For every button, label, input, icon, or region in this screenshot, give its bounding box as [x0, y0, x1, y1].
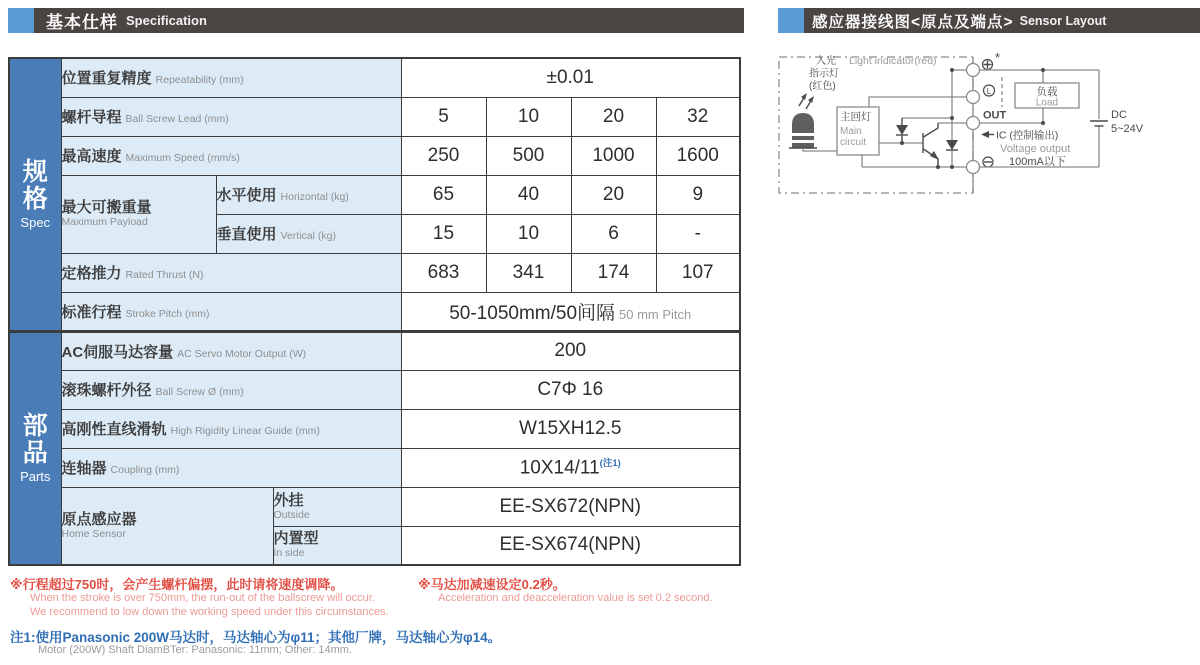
specification-header-bar	[34, 8, 744, 33]
row-label-servo-output	[61, 331, 401, 370]
junction-dot	[950, 68, 954, 72]
terminal-out	[967, 117, 980, 130]
table-row	[9, 136, 740, 175]
note-acceleration-zh: ※马达加减速设定0.2秒。	[418, 577, 566, 592]
cell-repeatability: ±0.01	[401, 58, 740, 97]
note-acceleration-en: Acceleration and deacceleration value is set 0.2 second.	[438, 592, 713, 604]
row-label-zh: AC伺服马达容量	[61, 343, 174, 361]
cell-sensor-inside: EE-SX674(NPN)	[401, 526, 740, 565]
row-label-home-sensor	[61, 487, 273, 565]
row-label-zh: 内置型	[273, 530, 319, 548]
cell-thrust-1: 683	[401, 253, 486, 292]
coupling-note-ref: (注1)	[599, 458, 621, 470]
row-label-zh: 标准行程	[61, 303, 122, 321]
row-label-zh: 定格推力	[61, 265, 122, 282]
row-label-en: Horizontal (kg)	[280, 191, 349, 203]
light-label-zh-3: (红色)	[809, 81, 836, 92]
row-label-zh: 位置重复精度	[61, 70, 152, 88]
current-limit-label: 100mA以下	[1009, 156, 1066, 168]
svg-text:L: L	[986, 87, 992, 96]
dc-label-1: DC	[1111, 109, 1127, 121]
table-row	[9, 487, 740, 526]
row-label-en: In side	[273, 547, 305, 560]
ic-arrow-icon	[981, 131, 994, 138]
cell-speed-3: 1000	[571, 136, 656, 175]
cell-payload-v-3: 6	[571, 214, 656, 253]
cell-thrust-3: 174	[571, 253, 656, 292]
sensor-layout-header	[778, 8, 1200, 33]
sensor-layout-title-en: Sensor Layout	[1019, 13, 1107, 28]
ic-output-label: IC (控制输出)	[996, 129, 1059, 142]
cell-payload-h-2: 40	[486, 175, 571, 214]
l-symbol-icon	[984, 85, 995, 96]
cell-payload-h-4: 9	[656, 175, 740, 214]
note-stroke-warning-en1: When the stroke is over 750mm, the run-out of the ballscrew will occur.	[30, 592, 375, 604]
cell-lead-4: 32	[656, 97, 740, 136]
table-row	[9, 409, 740, 448]
junction-dot	[1041, 121, 1045, 125]
cell-payload-h-1: 65	[401, 175, 486, 214]
junction-dot	[950, 116, 954, 120]
row-label-zh: 高刚性直线滑轨	[61, 421, 167, 438]
minus-rail-inner	[862, 155, 967, 167]
section-label-parts	[9, 331, 61, 565]
row-label-zh: 水平使用	[216, 187, 277, 204]
cell-coupling	[401, 448, 740, 487]
specification-table	[8, 57, 741, 566]
specification-title-en: Specification	[126, 13, 207, 28]
row-label-en: Maximum Speed (mm/s)	[125, 152, 240, 164]
row-label-zh: 最高速度	[61, 148, 122, 165]
row-label-en: Outside	[273, 508, 310, 521]
row-label-en: Coupling (mm)	[110, 464, 180, 476]
zener-diode-icon	[896, 118, 908, 143]
cell-stroke-pitch	[401, 292, 740, 331]
cell-servo-output: 200	[401, 331, 740, 370]
light-indicator-label-en: Light indicator(red)	[849, 55, 937, 67]
cell-payload-v-4: -	[656, 214, 740, 253]
row-label-zh: 螺杆导程	[61, 109, 122, 126]
terminal-minus	[967, 161, 980, 174]
row-label-en: Maximum Payload	[61, 216, 148, 228]
header-accent-square	[8, 8, 34, 33]
section-label-spec-zh	[10, 159, 61, 213]
section-label-spec	[9, 58, 61, 331]
row-label-ball-screw-od	[61, 370, 401, 409]
table-row	[9, 292, 740, 331]
light-label-zh-1: 入光	[816, 56, 836, 67]
row-label-en: Home Sensor	[61, 527, 126, 540]
table-row	[9, 175, 740, 214]
row-label-zh: 垂直使用	[216, 226, 277, 243]
main-circuit-label-en2: circuit	[840, 137, 867, 148]
out-label: OUT	[983, 109, 1007, 122]
table-row	[9, 58, 740, 97]
cell-ball-screw-od: C7Φ 16	[401, 370, 740, 409]
section-char: 规	[22, 157, 48, 186]
row-label-zh: 滚珠螺杆外径	[61, 382, 152, 399]
stroke-value-zh: 50-1050mm/50间隔	[449, 302, 616, 324]
note-stroke-warning-zh: ※行程超过750时，会产生螺杆偏摆，此时请将速度调降。	[10, 577, 344, 592]
note-stroke-warning-en2: We recommend to low down the working speed under this circumstances.	[30, 606, 389, 618]
row-label-en: Repeatability (mm)	[155, 74, 244, 87]
row-label-max-payload	[61, 175, 216, 253]
row-label-zh: 原点感应器	[61, 510, 137, 528]
sensor-layout-title-zh: 感应器接线图<原点及端点>	[812, 13, 1014, 31]
table-row	[9, 448, 740, 487]
row-label-max-speed	[61, 136, 401, 175]
row-label-rated-thrust	[61, 253, 401, 292]
zener-diode-icon	[946, 140, 958, 150]
row-label-en: High Rigidity Linear Guide (mm)	[170, 425, 320, 437]
sensor-layout-header-bar	[804, 8, 1200, 33]
table-row	[9, 331, 740, 370]
cell-lead-1: 5	[401, 97, 486, 136]
load-label-zh: 负载	[1036, 86, 1058, 98]
cell-lead-2: 10	[486, 97, 571, 136]
row-label-en: Stroke Pitch (mm)	[125, 307, 210, 320]
table-row	[9, 370, 740, 409]
main-circuit-label-zh: 主回灯	[840, 111, 872, 123]
row-label-en: Ball Screw Lead (mm)	[125, 113, 229, 125]
section-char: 部	[22, 411, 48, 440]
cell-payload-v-1: 15	[401, 214, 486, 253]
section-label-parts-zh	[10, 413, 61, 467]
row-label-vertical	[216, 214, 401, 253]
plus-symbol-icon	[983, 60, 993, 70]
cell-thrust-2: 341	[486, 253, 571, 292]
cell-speed-4: 1600	[656, 136, 740, 175]
light-label-zh-2: 指示灯	[809, 68, 839, 80]
header-accent-square	[778, 8, 804, 33]
row-label-ball-screw-lead	[61, 97, 401, 136]
led-indicator-icon	[789, 113, 817, 148]
minus-symbol-icon	[983, 157, 993, 167]
coupling-value: 10X14/11	[519, 457, 600, 479]
note-1-motor-shaft-zh: 注1:使用Panasonic 200W马达时，马达轴心为φ11；其他厂牌，马达轴心为φ14。	[10, 630, 502, 645]
asterisk-mark: *	[995, 50, 1001, 65]
junction-dot	[1041, 68, 1045, 72]
row-label-en: Ball Screw Ø (mm)	[155, 386, 244, 398]
dc-label-2: 5~24V	[1111, 123, 1144, 135]
table-row	[9, 97, 740, 136]
voltage-output-label: Voltage output	[1000, 143, 1071, 155]
row-label-en: AC Servo Motor Output (W)	[177, 347, 307, 360]
cell-payload-v-2: 10	[486, 214, 571, 253]
row-label-stroke-pitch	[61, 292, 401, 331]
row-label-zh: 最大可搬重量	[61, 199, 152, 216]
section-char: 格	[22, 184, 48, 213]
main-circuit-label-en1: Main	[840, 126, 862, 137]
cell-thrust-4: 107	[656, 253, 740, 292]
section-label-parts-en: Parts	[20, 468, 51, 484]
load-label-en: Load	[1035, 97, 1059, 109]
note-1-motor-shaft-en: Motor (200W) Shaft DiamBTer: Panasonic: 11mm; Other: 14mm.	[38, 644, 353, 656]
terminal-plus	[967, 64, 980, 77]
row-label-sensor-outside	[273, 487, 401, 526]
cell-payload-h-3: 20	[571, 175, 656, 214]
row-label-zh: 连轴器	[61, 460, 107, 477]
row-label-coupling	[61, 448, 401, 487]
row-label-zh: 外挂	[273, 491, 304, 509]
section-label-spec-en: Spec	[20, 214, 51, 230]
section-char: 品	[22, 438, 48, 467]
specification-title-zh: 基本仕样	[46, 13, 118, 32]
table-row	[9, 253, 740, 292]
row-label-repeatability	[61, 58, 401, 97]
specification-header	[8, 8, 744, 33]
cell-sensor-outside: EE-SX672(NPN)	[401, 487, 740, 526]
cell-linear-guide: W15XH12.5	[401, 409, 740, 448]
row-label-horizontal	[216, 175, 401, 214]
sensor-circuit-diagram	[772, 45, 1200, 205]
row-label-en: Vertical (kg)	[280, 230, 336, 242]
row-label-linear-guide	[61, 409, 401, 448]
cell-speed-1: 250	[401, 136, 486, 175]
junction-dot	[950, 165, 954, 169]
cell-speed-2: 500	[486, 136, 571, 175]
transistor-icon	[923, 123, 939, 167]
row-label-en: Rated Thrust (N)	[125, 269, 204, 281]
light-ray-arrows	[799, 93, 814, 109]
battery-icon	[1090, 70, 1108, 167]
cell-lead-3: 20	[571, 97, 656, 136]
stroke-value-en: 50 mm Pitch	[619, 306, 692, 322]
row-label-sensor-inside	[273, 526, 401, 565]
terminal-l	[967, 91, 980, 104]
